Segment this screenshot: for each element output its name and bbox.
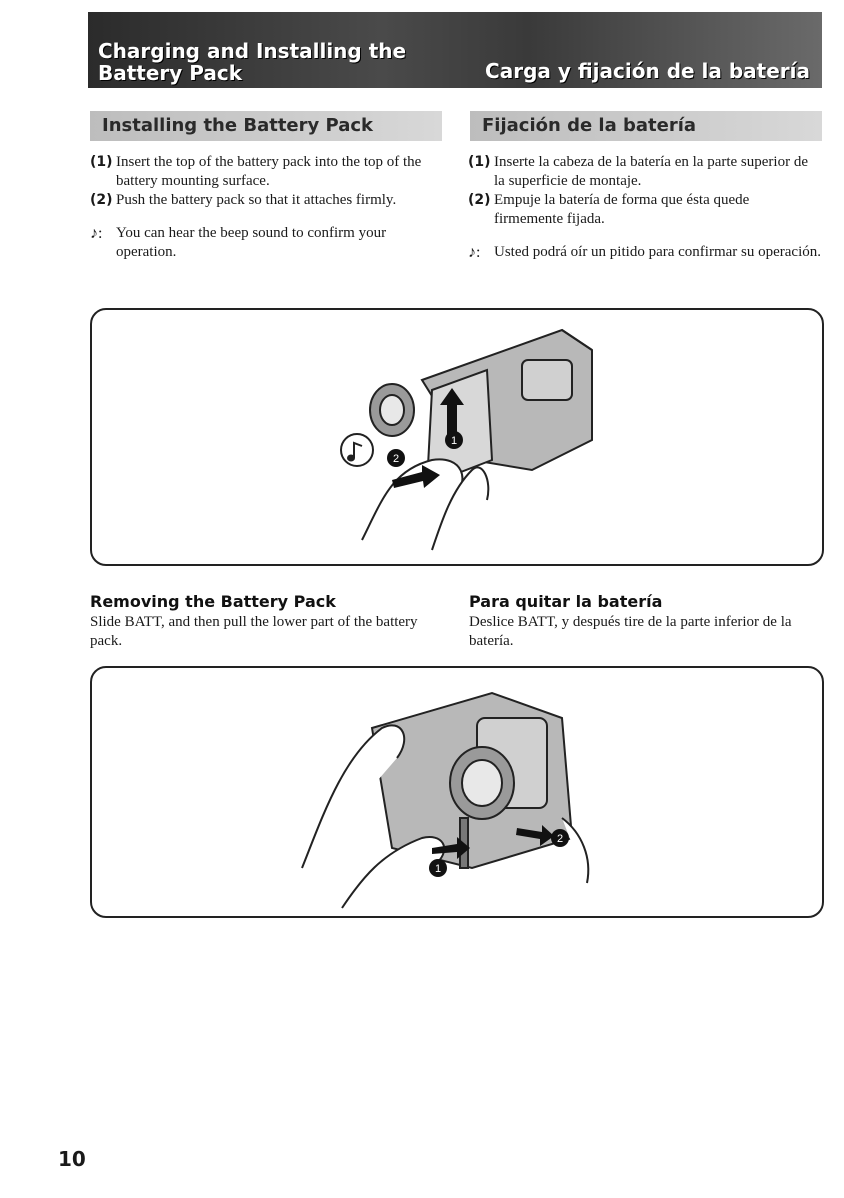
- note-text: Usted podrá oír un pitido para confirmar su operación.: [494, 244, 821, 260]
- banner-title-en: Charging and Installing the Battery Pack: [98, 39, 407, 85]
- beep-icon: ♪:: [468, 244, 481, 261]
- camcorder-remove-drawing: [92, 668, 822, 916]
- marker-1: 1: [434, 863, 442, 875]
- note-text: You can hear the beep sound to confirm your operation.: [116, 225, 387, 260]
- step-number: (2): [90, 192, 113, 208]
- install-illustration: [90, 308, 824, 566]
- removing-body-es: Deslice BATT, y después tire de la parte inferior de la batería.: [469, 614, 792, 649]
- step-number: (1): [468, 154, 491, 170]
- marker-2: 2: [392, 453, 400, 465]
- camcorder-install-drawing: [92, 310, 822, 564]
- step-number: (1): [90, 154, 113, 170]
- removing-body-en: Slide BATT, and then pull the lower part of the battery pack.: [90, 614, 418, 649]
- title-banner: [88, 12, 822, 88]
- step-number: (2): [468, 192, 491, 208]
- page-number: 10: [58, 1147, 86, 1171]
- installing-column-en: [90, 153, 448, 262]
- marker-2: 2: [556, 833, 564, 845]
- step-text: Push the battery pack so that it attaches firmly.: [116, 192, 397, 208]
- note-en: [90, 224, 448, 262]
- step-2-en: [90, 191, 448, 210]
- banner-title-es: Carga y fijación de la batería: [485, 59, 810, 83]
- installing-column-es: [468, 153, 822, 262]
- step-text: Insert the top of the battery pack into the top of the battery mounting surface.: [116, 154, 422, 189]
- step-text: Empuje la batería de forma que ésta quede firmemente fijada.: [494, 192, 750, 227]
- marker-1: 1: [450, 435, 458, 447]
- step-text: Inserte la cabeza de la batería en la parte superior de la superficie de montaje.: [494, 154, 808, 189]
- removing-heading-en: Removing the Battery Pack: [90, 592, 336, 611]
- step-1-en: [90, 153, 448, 191]
- removal-illustration: [90, 666, 824, 918]
- beep-icon: ♪:: [90, 225, 103, 242]
- installing-heading-en: Installing the Battery Pack: [90, 111, 442, 141]
- step-1-es: [468, 153, 822, 191]
- note-es: [468, 243, 822, 262]
- installing-heading-es: Fijación de la batería: [470, 111, 822, 141]
- step-2-es: [468, 191, 822, 229]
- removing-heading-es: Para quitar la batería: [469, 592, 663, 611]
